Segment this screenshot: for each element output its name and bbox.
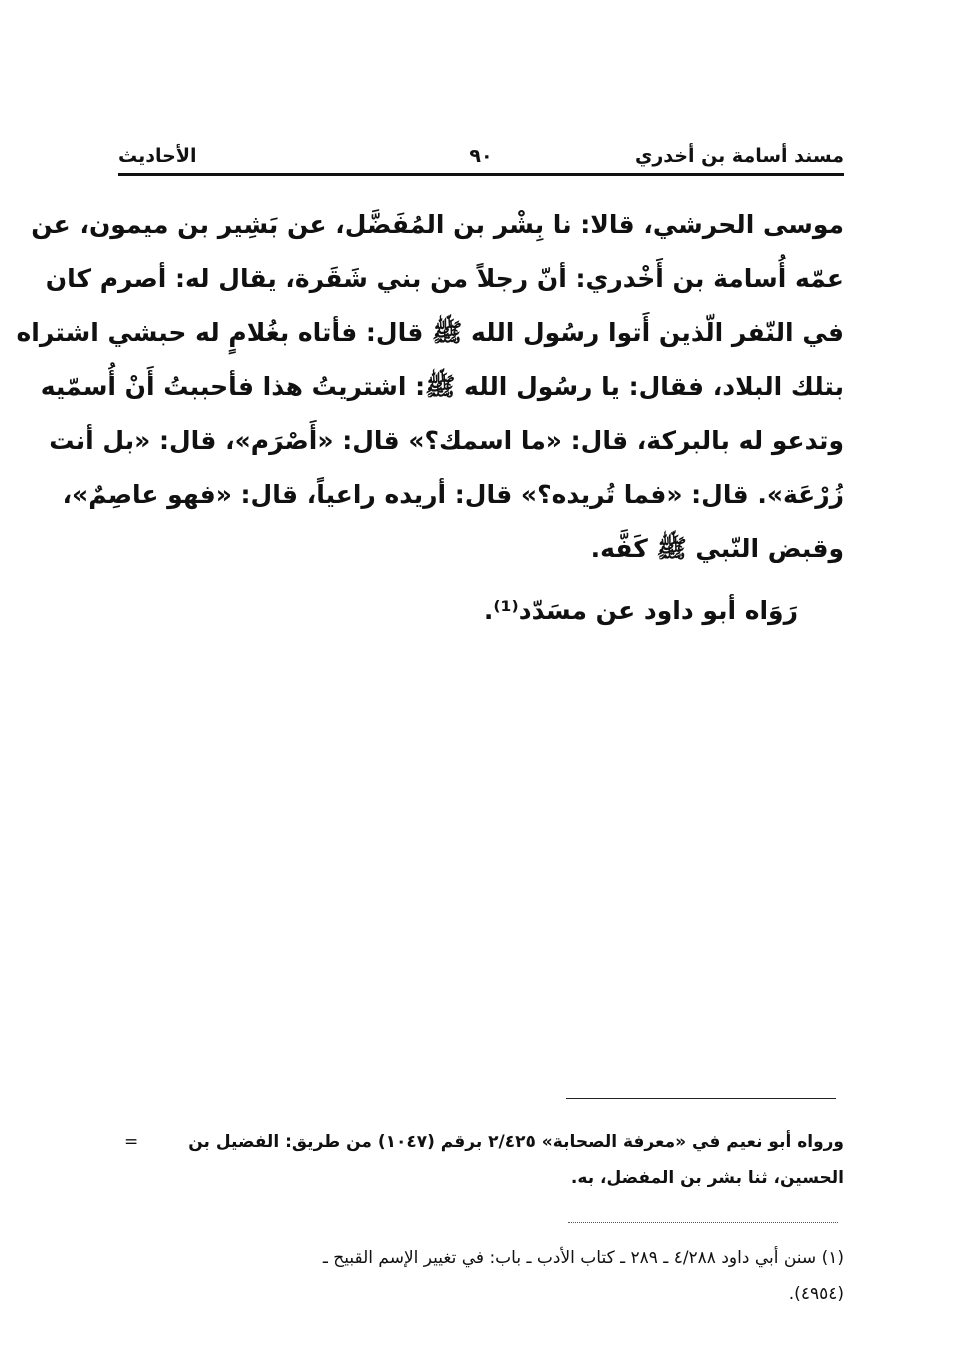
footnote-line: (١) سنن أبي داود ٤/٢٨٨ ـ ٢٨٩ ـ كتاب الأدب ـ باب: في تغيير الإسم القبيح ـ bbox=[322, 1248, 844, 1268]
text-line: وتدعو له بالبركة، قال: «ما اسمك؟» قال: «أَصْرَم»، قال: «بل أنت bbox=[49, 426, 844, 455]
running-header bbox=[118, 142, 844, 170]
footnote-line: (٤٩٥٤). bbox=[788, 1284, 844, 1304]
page-number: ٩٠ bbox=[469, 145, 493, 167]
header-book-title: مسند أسامة بن أخدري bbox=[634, 145, 844, 167]
continuation-marker: = bbox=[124, 1132, 139, 1152]
footnote-line: الحسين، ثنا بشر بن المفضل، به. bbox=[570, 1168, 844, 1188]
footnote-1 bbox=[118, 1240, 844, 1312]
text-line: وقبض النّبي ﷺ كَفَّه. bbox=[590, 534, 844, 563]
text-line: موسى الحرشي، قالا: نا بِشْر بن المُفَضَّل، عن بَشِير بن ميمون، عن bbox=[31, 210, 844, 239]
footnote-separator bbox=[568, 1222, 838, 1223]
text-line: زُرْعَة». قال: «فما تُريده؟» قال: أريده راعياً، قال: «فهو عاصِمٌ»، bbox=[62, 480, 844, 509]
footnote-rule bbox=[566, 1098, 836, 1099]
hadith-text bbox=[16, 198, 844, 576]
header-section-title: الأحاديث bbox=[118, 145, 197, 167]
text-line: عمّه أُسامة بن أَخْدري: أنّ رجلاً من بني شَقَرة، يقال له: أصرم كان bbox=[45, 264, 844, 293]
text-line: في النّفر الّذين أَتوا رسُول الله ﷺ قال: فأتاه بغُلامٍ له حبشي اشتراه bbox=[16, 318, 844, 347]
footnote-continuation bbox=[118, 1124, 844, 1196]
header-rule bbox=[118, 173, 844, 176]
text-line: بتلك البلاد، فقال: يا رسُول الله ﷺ: اشتريتُ هذا فأحببتُ أَنْ أُسمّيه bbox=[40, 372, 844, 401]
footnote-line: ورواه أبو نعيم في «معرفة الصحابة» ٢/٤٢٥ برقم (١٠٤٧) من طريق: الفضيل بن bbox=[188, 1132, 844, 1152]
attribution: رَوَاه أبو داود عن مسَدّد⁽¹⁾. bbox=[483, 596, 798, 625]
